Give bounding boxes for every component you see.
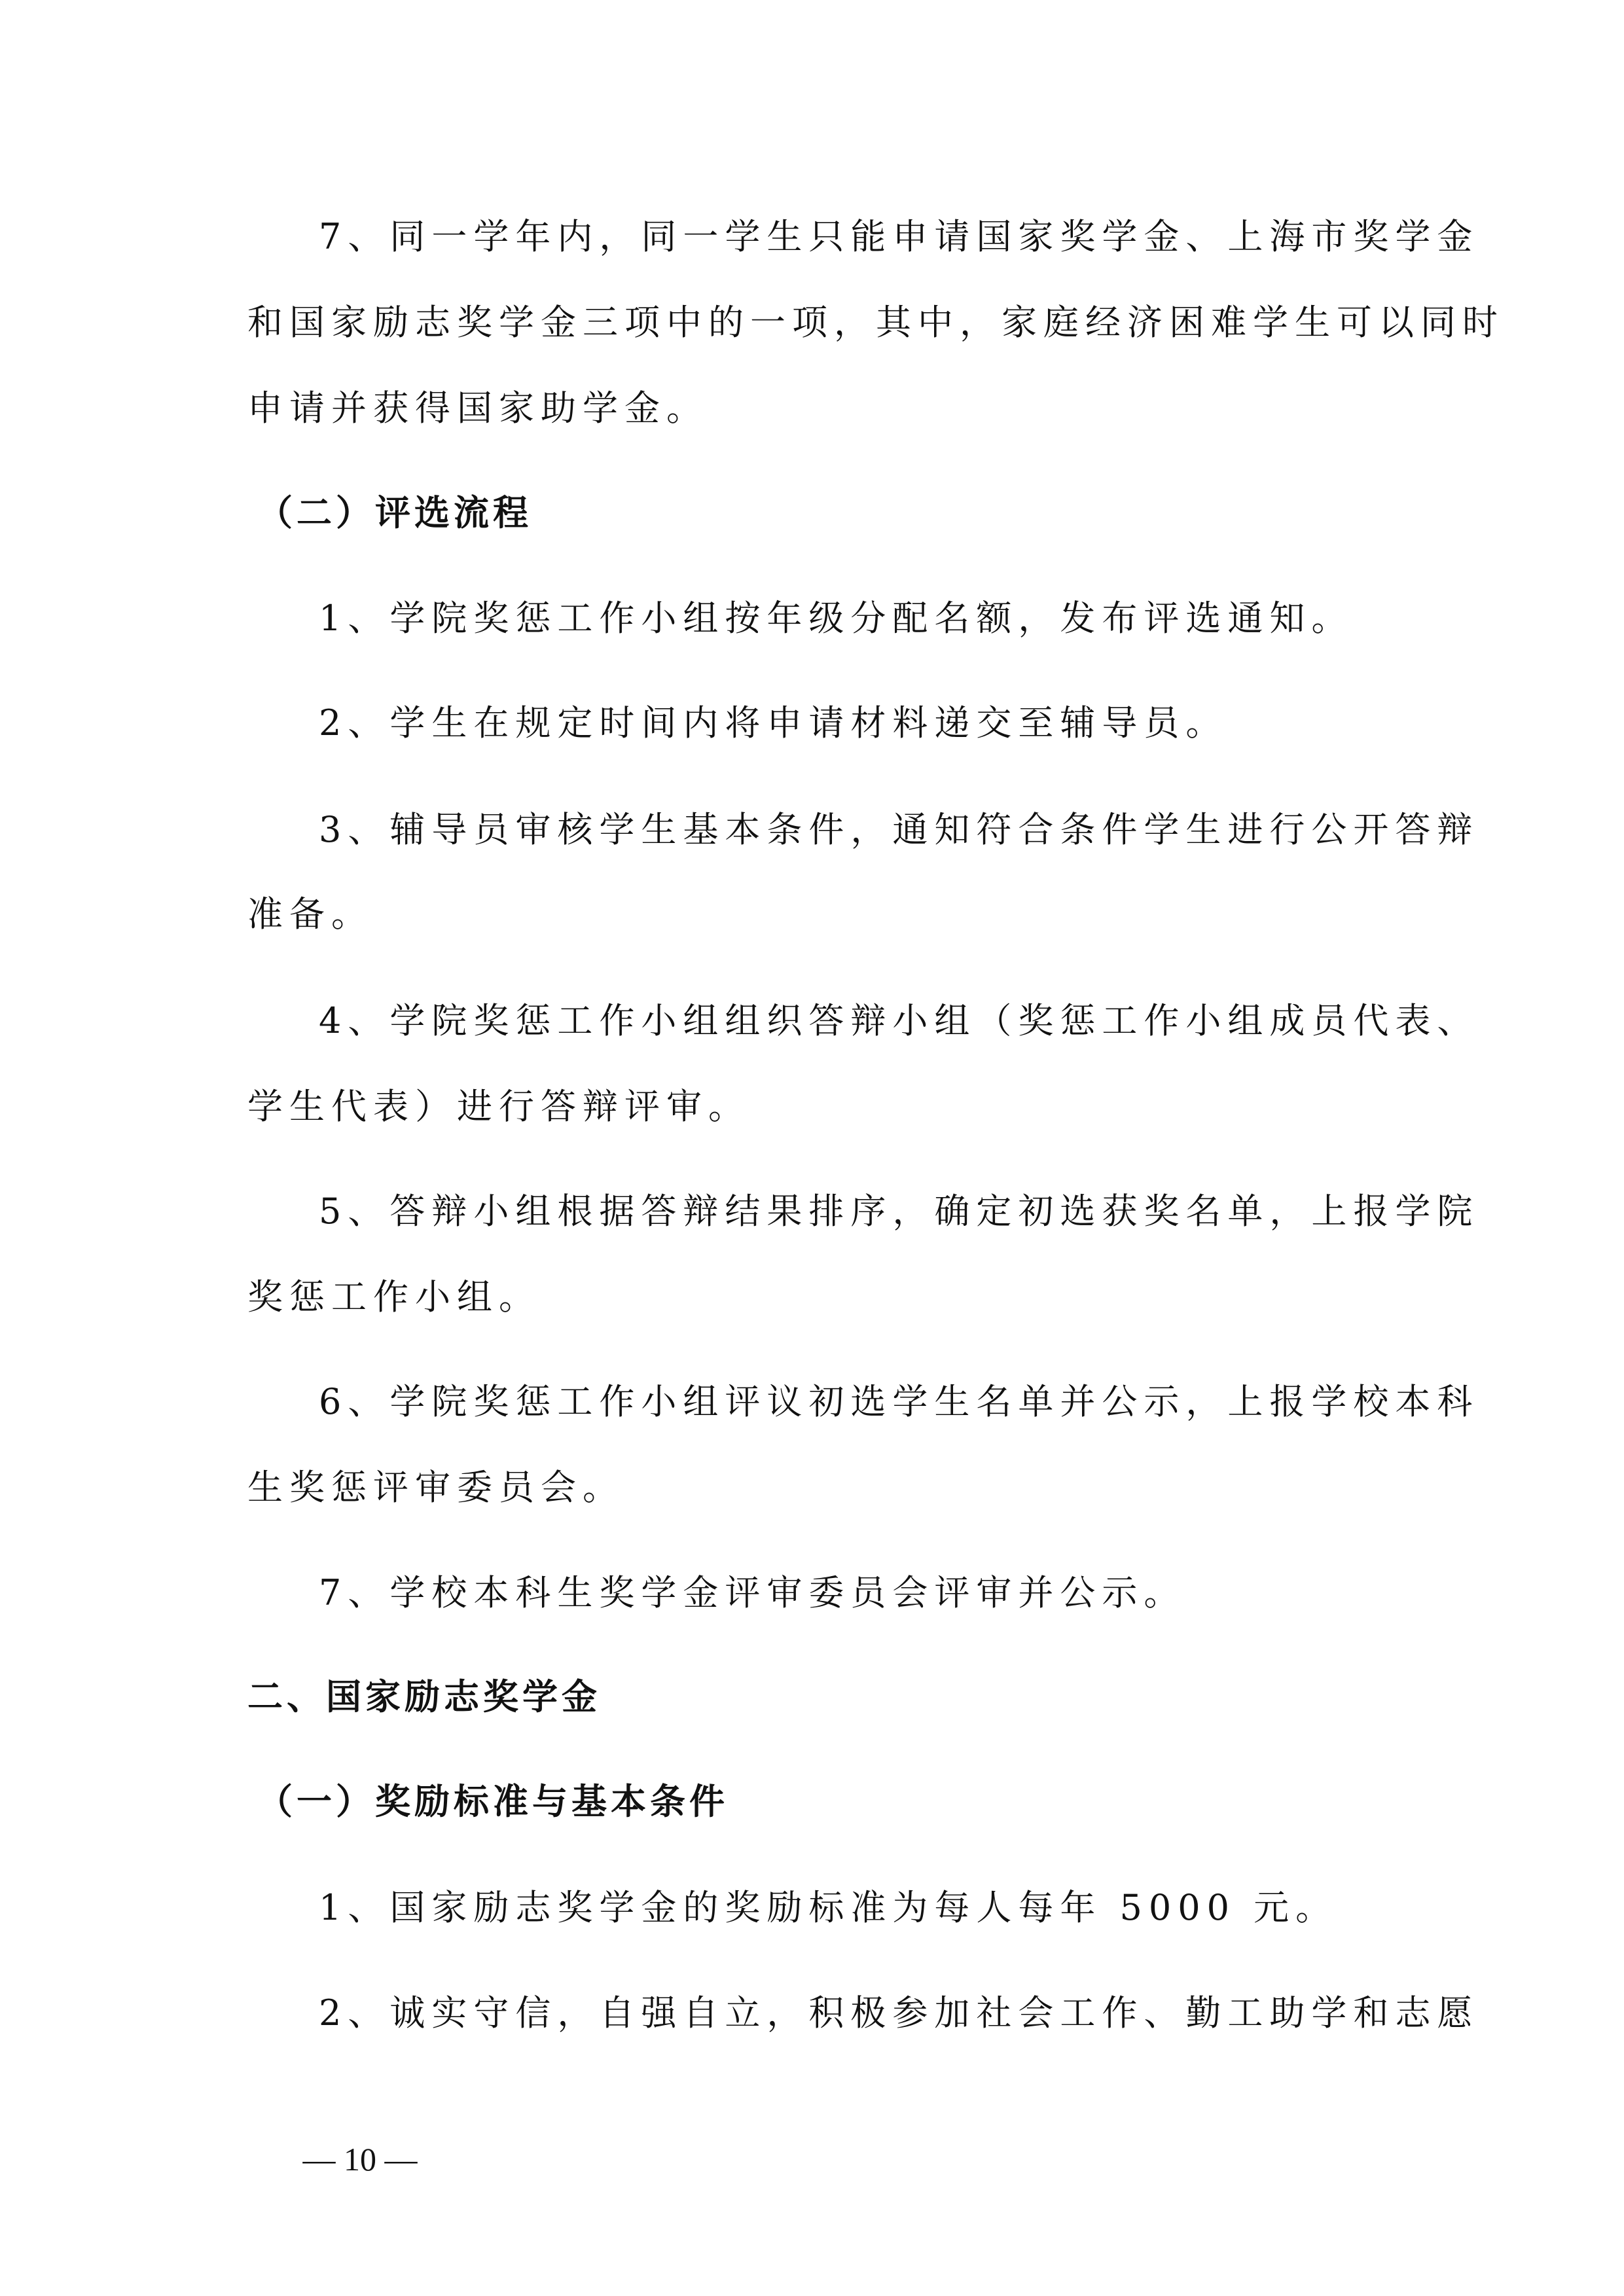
paragraph-line: 奖惩工作小组。 <box>247 1276 541 1318</box>
paragraph-line: 生奖惩评审委员会。 <box>247 1467 624 1508</box>
section-heading: 二、国家励志奖学金 <box>247 1676 601 1717</box>
paragraph-line: 2、学生在规定时间内将申请材料递交至辅导员。 <box>319 702 1228 744</box>
paragraph-line: 6、学院奖惩工作小组评议初选学生名单并公示，上报学校本科 <box>319 1381 1479 1422</box>
paragraph-line: 申请并获得国家助学金。 <box>247 387 708 429</box>
paragraph-line: 1、学院奖惩工作小组按年级分配名额，发布评选通知。 <box>319 598 1354 639</box>
paragraph-line: 4、学院奖惩工作小组组织答辩小组（奖惩工作小组成员代表、 <box>319 1000 1479 1041</box>
page-number: — 10 — <box>302 2141 418 2178</box>
subsection-heading: （一）奖励标准与基本条件 <box>257 1781 729 1822</box>
paragraph-line: 7、同一学年内，同一学生只能申请国家奖学金、上海市奖学金 <box>319 216 1479 257</box>
paragraph-line: 准备。 <box>247 893 373 935</box>
paragraph-line: 3、辅导员审核学生基本条件，通知符合条件学生进行公开答辩 <box>319 809 1479 850</box>
paragraph-line: 5、答辩小组根据答辩结果排序，确定初选获奖名单，上报学院 <box>319 1191 1479 1232</box>
paragraph-line: 和国家励志奖学金三项中的一项，其中，家庭经济困难学生可以同时 <box>247 302 1504 343</box>
paragraph-line: 2、诚实守信，自强自立，积极参加社会工作、勤工助学和志愿 <box>319 1992 1479 2034</box>
paragraph-line: 学生代表）进行答辩评审。 <box>247 1086 750 1127</box>
paragraph-line: 1、国家励志奖学金的奖励标准为每人每年 5000 元。 <box>319 1887 1338 1928</box>
subsection-heading: （二）评选流程 <box>257 492 532 533</box>
paragraph-line: 7、学校本科生奖学金评审委员会评审并公示。 <box>319 1572 1186 1613</box>
